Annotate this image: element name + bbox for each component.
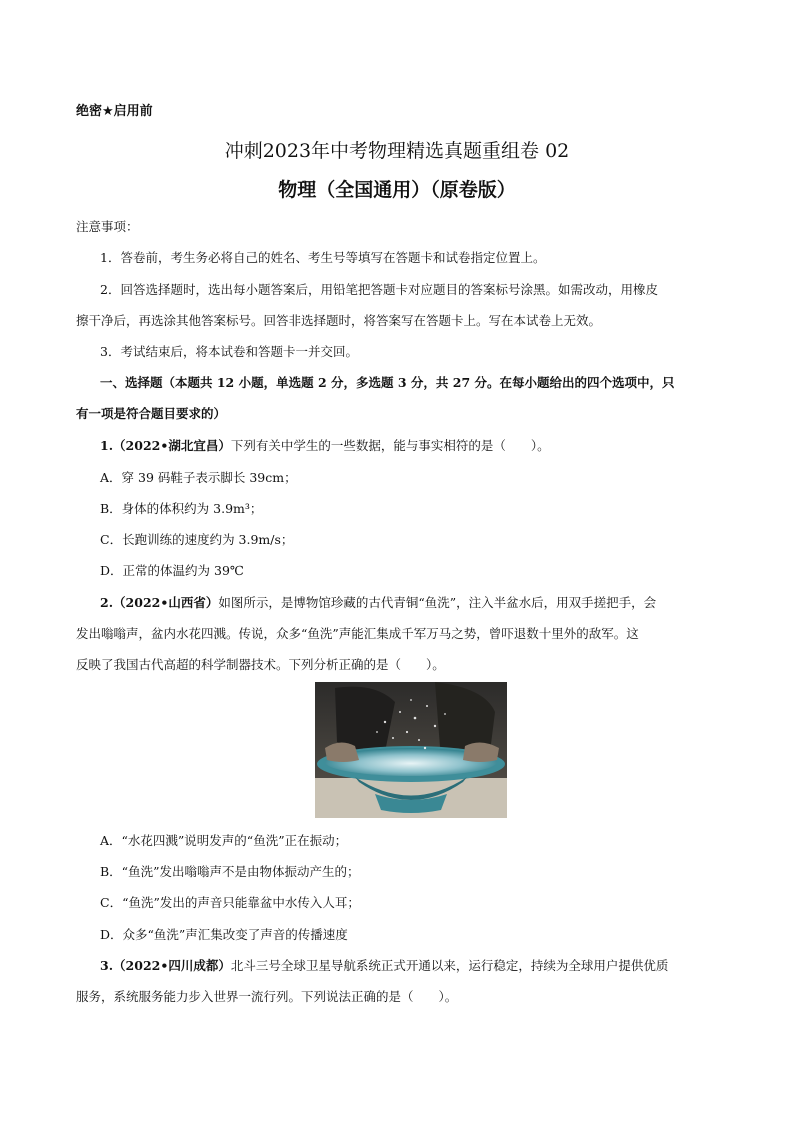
- question-stem-cont: 反映了我国古代高超的科学制器技术。下列分析正确的是（ ）。: [76, 657, 445, 672]
- question-1: [100, 437, 550, 455]
- question-stem: 北斗三号全球卫星导航系统正式开通以来，运行稳定，持续为全球用户提供优质: [230, 958, 669, 973]
- question-3: [100, 957, 668, 975]
- option-b: B．身体的体积约为 3.9m³；: [100, 501, 263, 516]
- notice-item: 擦干净后，再选涂其他答案标号。回答非选择题时，将答案写在答题卡上。写在本试卷上无效。: [76, 313, 602, 328]
- question-2: [100, 594, 656, 612]
- question-stem-cont: 发出嗡嗡声，盆内水花四溅。传说，众多“鱼洗”声能汇集成千军万马之势，曾吓退数十里外的敌军。这: [76, 626, 639, 641]
- notice-item: 2．回答选择题时，选出每小题答案后，用铅笔把答题卡对应题目的答案标号涂黑。如需改动，用橡皮: [100, 282, 658, 297]
- bronze-basin-photo: [315, 682, 507, 818]
- question-stem-cont: 服务，系统服务能力步入世界一流行列。下列说法正确的是（ ）。: [76, 989, 458, 1004]
- question-source: 2.（2022•山西省）: [100, 595, 219, 610]
- option-c: C．“鱼洗”发出的声音只能靠盆中水传入人耳；: [100, 895, 360, 910]
- option-d: D．正常的体温约为 39℃: [100, 563, 244, 578]
- section-heading-cont: 有一项是符合题目要求的）: [76, 406, 227, 421]
- notice-item: 3．考试结束后，将本试卷和答题卡一并交回。: [100, 344, 358, 359]
- option-d: D．众多“鱼洗”声汇集改变了声音的传播速度: [100, 927, 348, 942]
- option-c: C．长跑训练的速度约为 3.9m/s；: [100, 532, 294, 547]
- confidential-label: 绝密★启用前: [76, 104, 153, 119]
- option-a: A．“水花四溅”说明发声的“鱼洗”正在振动；: [100, 833, 348, 848]
- section-heading: 一、选择题（本题共 12 小题，单选题 2 分，多选题 3 分，共 27 分。在每小题给出的四个选项中，只: [100, 375, 675, 390]
- question-source: 1.（2022•湖北宜昌）: [100, 438, 231, 453]
- question-stem: 下列有关中学生的一些数据，能与事实相符的是（ ）。: [230, 438, 550, 453]
- exam-title: 冲刺2023年中考物理精选真题重组卷 02: [224, 140, 570, 162]
- option-a: A．穿 39 码鞋子表示脚长 39cm；: [100, 470, 297, 485]
- question-stem: 如图所示，是博物馆珍藏的古代青铜“鱼洗”，注入半盆水后，用双手搓把手，会: [218, 595, 657, 610]
- option-b: B．“鱼洗”发出嗡嗡声不是由物体振动产生的；: [100, 864, 360, 879]
- exam-subtitle: 物理（全国通用）（原卷版）: [278, 179, 516, 201]
- notice-item: 1．答卷前，考生务必将自己的姓名、考生号等填写在答题卡和试卷指定位置上。: [100, 250, 546, 265]
- notice-heading: 注意事项：: [76, 219, 139, 234]
- question-source: 3.（2022•四川成都）: [100, 958, 231, 973]
